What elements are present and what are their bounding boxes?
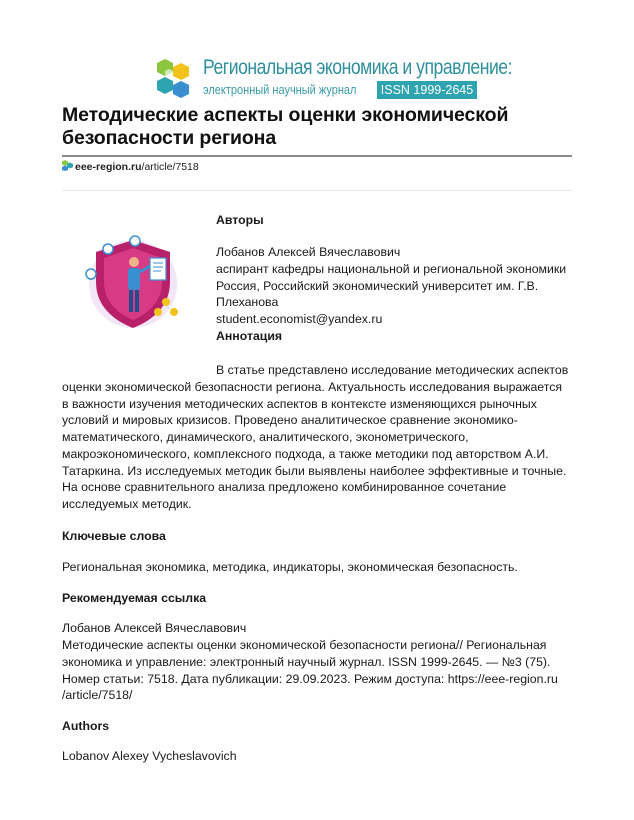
- journal-title: Региональная экономика и управление:: [203, 56, 513, 79]
- abstract-line: макроэкономического, комплексного подхода, а также методики под авторством А.И.: [62, 447, 549, 461]
- abstract-heading: Аннотация: [216, 329, 283, 343]
- authors-en-heading: Authors: [62, 719, 110, 733]
- abstract-line: математического, динамического, аналитического, эконометрического,: [62, 430, 469, 444]
- source-path: /article/7518: [141, 161, 199, 173]
- author-email[interactable]: student.economist@yandex.ru: [216, 312, 383, 326]
- keywords-heading: Ключевые слова: [62, 529, 166, 543]
- hexagon-logo-icon: [155, 57, 199, 101]
- author-affiliation: Плеханова: [216, 295, 279, 309]
- abstract-line: условий и мировых кризисов. Проведено аналитическое сравнение экономико-: [62, 413, 518, 427]
- source-link[interactable]: [62, 160, 199, 173]
- journal-logo: [155, 56, 513, 101]
- keywords-text: Региональная экономика, методика, индикаторы, экономическая безопасность.: [62, 560, 518, 574]
- security-illustration: [78, 232, 200, 332]
- title-divider: [62, 155, 572, 157]
- abstract-line: оценки экономической безопасности региона. Актуальность исследования выражается: [62, 380, 563, 394]
- issn-badge: ISSN 1999-2645: [377, 81, 477, 99]
- title-line: безопасности региона: [62, 127, 277, 149]
- section-divider: [62, 190, 572, 191]
- abstract-line: В статье представлено исследование методических аспектов: [216, 363, 569, 377]
- title-line: Методические аспекты оценки экономической: [62, 104, 509, 126]
- journal-subtitle: электронный научный журнал: [203, 83, 357, 97]
- citation-line: Лобанов Алексей Вячеславович: [62, 621, 247, 635]
- abstract-line: На основе сравнительного анализа предложено комбинированное сочетание: [62, 480, 507, 494]
- citation-line: /article/7518/: [62, 688, 133, 702]
- author-affiliation: аспирант кафедры национальной и региональной экономики: [216, 262, 567, 276]
- abstract-line: исследуемых методик.: [62, 497, 192, 511]
- abstract-line: Татаркина. Из исследуемых методик были выявлены наиболее эффективные и точные.: [62, 464, 567, 478]
- citation-line: Номер статьи: 7518. Дата публикации: 29.09.2023. Режим доступа: https://eee-region.ru: [62, 672, 558, 686]
- author-affiliation: Россия, Российский экономический университет им. Г.В.: [216, 279, 539, 293]
- article-title: [62, 104, 582, 150]
- citation-line: Методические аспекты оценки экономической безопасности региона// Региональная: [62, 638, 547, 652]
- citation-heading: Рекомендуемая ссылка: [62, 591, 207, 605]
- authors-heading: Авторы: [216, 213, 264, 227]
- abstract-line: в важности изучения методических аспектов в контексте изменяющихся рыночных: [62, 397, 537, 411]
- source-domain: eee-region.ru: [75, 161, 142, 173]
- author-en-name: Lobanov Alexey Vycheslavovich: [62, 749, 237, 763]
- author-name: Лобанов Алексей Вячеславович: [216, 245, 401, 259]
- site-favicon-icon: [62, 160, 73, 171]
- citation-line: экономика и управление: электронный научный журнал. ISSN 1999-2645. — №3 (75).: [62, 655, 551, 669]
